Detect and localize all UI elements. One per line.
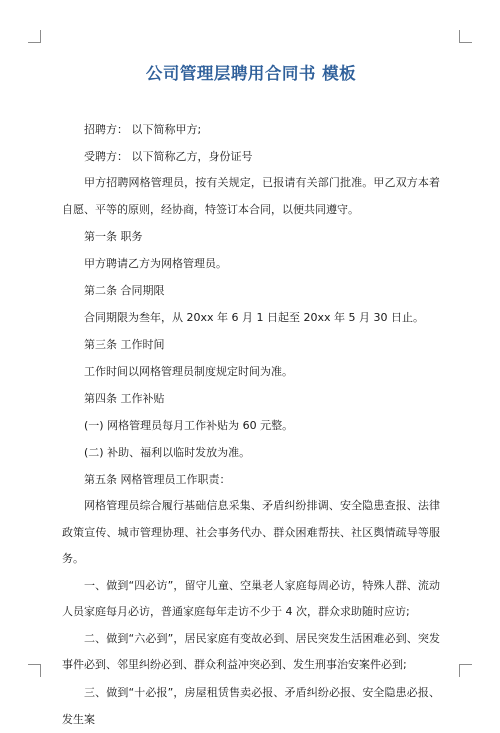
paragraph-article-1: 甲方聘请乙方为网格管理员。 <box>84 257 227 270</box>
article-heading-3: 第三条 工作时间 <box>84 338 165 351</box>
crop-mark-bottom-right <box>459 664 472 677</box>
crop-mark-top-right <box>459 30 472 43</box>
article-heading-5: 第五条 网格管理员工作职责： <box>84 473 231 486</box>
article-heading-1: 第一条 职务 <box>84 230 143 243</box>
paragraph-article-5-item-3: 三、做到“十必报”，房屋租赁售卖必报、矛盾纠纷必报、安全隐患必报、发生案 <box>62 685 440 726</box>
document-page <box>62 62 440 733</box>
paragraph-article-5-summary: 网格管理员综合履行基础信息采集、矛盾纠纷排调、安全隐患查报、法律政策宣传、城市管理协理、社会事务代办、群众困难帮扶、社区舆情疏导等服务。 <box>62 499 440 565</box>
article-heading-4: 第四条 工作补贴 <box>84 392 165 405</box>
crop-mark-top-left <box>28 30 41 43</box>
paragraph-article-5-item-2: 二、做到“六必到”，居民家庭有变故必到、居民突发生活困难必到、突发事件必到、邻里纠纷必到、群众利益冲突必到、发生刑事治安案件必到; <box>62 631 440 671</box>
paragraph-employer: 招聘方： 以下简称甲方; <box>84 123 202 136</box>
paragraph-article-3: 工作时间以网格管理员制度规定时间为准。 <box>84 365 293 378</box>
crop-mark-bottom-left <box>28 664 41 677</box>
paragraph-employee: 受聘方： 以下简称乙方，身份证号 <box>84 150 253 163</box>
article-heading-2: 第二条 合同期限 <box>84 284 165 297</box>
document-title: 公司管理层聘用合同书 模板 <box>145 64 357 83</box>
paragraph-preamble: 甲方招聘网格管理员，按有关规定，已报请有关部门批准。甲乙双方本着自愿、平等的原则，经协商，特签订本合同，以便共同遵守。 <box>62 176 440 216</box>
paragraph-article-4-item-1: (一) 网格管理员每月工作补贴为 60 元整。 <box>84 419 294 432</box>
paragraph-article-4-item-2: (二) 补助、福利以临时发放为准。 <box>84 446 251 459</box>
paragraph-article-5-item-1: 一、做到“四必访”，留守儿童、空巢老人家庭每周必访，特殊人群、流动人员家庭每月必访，普通家庭每年走访不少于 4 次，群众求助随时应访; <box>62 578 440 618</box>
paragraph-article-2: 合同期限为叁年，从 20xx 年 6 月 1 日起至 20xx 年 5 月 30 日止。 <box>84 311 424 324</box>
